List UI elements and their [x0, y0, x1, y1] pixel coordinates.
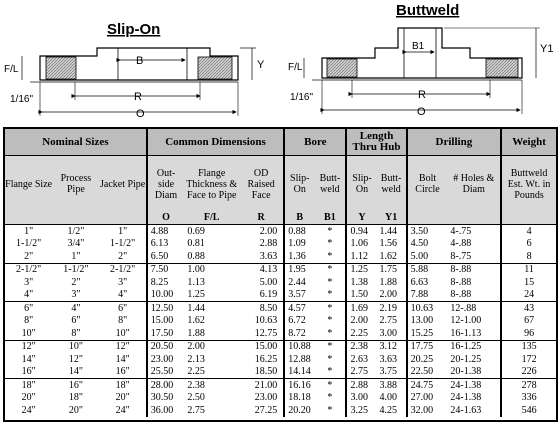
table-row — [5, 289, 556, 302]
table-cell: 1-1/2" — [110, 238, 136, 250]
table-cell: 2.75 — [187, 404, 205, 416]
table-cell: 3.63 — [259, 250, 278, 262]
column-header: Jacket Pipe — [100, 156, 147, 213]
table-cell: 1" — [71, 250, 81, 262]
column-symbol: O — [147, 212, 185, 225]
table-cell: 2.19 — [377, 302, 407, 315]
table-cell: 10.63 — [407, 302, 448, 315]
table-cell: 5.00 — [259, 276, 278, 288]
table-cell: 18" — [5, 379, 52, 392]
table-cell: 4.50 — [407, 238, 448, 251]
column-header: Out- side Diam — [147, 156, 185, 213]
buttweld-label-o: O — [417, 106, 426, 118]
table-cell: * — [314, 379, 346, 392]
buttweld-label-b1: B1 — [412, 41, 425, 52]
table-cell: 2.00 — [379, 289, 398, 301]
column-header: OD Raised Face — [239, 156, 284, 213]
table-row — [5, 340, 556, 353]
table-cell: 2.50 — [187, 392, 205, 404]
column-symbol: Y — [346, 212, 376, 225]
table-cell: 1.75 — [377, 263, 407, 276]
table-cell: 336 — [501, 392, 556, 405]
table-cell: 67 — [501, 315, 556, 328]
table-cell: 20" — [68, 404, 83, 416]
table-cell: 3.50 — [407, 225, 448, 238]
table-cell: * — [314, 263, 346, 276]
table-cell: 1.88 — [379, 276, 398, 288]
table-cell: 25.50 — [147, 366, 185, 379]
buttweld-label-y1: Y1 — [540, 43, 554, 55]
column-symbol: B1 — [314, 212, 346, 225]
table-cell: 13.00 — [407, 315, 448, 328]
table-cell: 24 — [501, 289, 556, 302]
table-cell: 1" — [118, 225, 128, 237]
table-cell: 10" — [115, 327, 130, 339]
table-cell: 3.25 — [346, 404, 376, 417]
table-cell: 4.88 — [147, 225, 185, 238]
column-symbol — [100, 212, 147, 225]
group-bore: Bore — [284, 129, 346, 156]
table-cell: 27.25 — [254, 404, 278, 416]
table-cell: 1" — [24, 225, 34, 237]
table-cell: 12-1.00 — [450, 315, 482, 327]
table-cell: 2" — [118, 250, 128, 262]
table-cell: 1.44 — [379, 225, 398, 237]
table-cell: * — [327, 225, 333, 237]
table-cell: 2" — [24, 250, 34, 262]
table-cell: 3" — [24, 276, 34, 288]
table-cell: 4.13 — [239, 263, 284, 276]
column-header: Bolt Circle — [407, 156, 448, 213]
column-symbol — [52, 212, 99, 225]
table-cell: 4" — [24, 289, 34, 301]
column-header: Slip- On — [284, 156, 314, 213]
table-cell: 546 — [501, 404, 556, 417]
table-cell: 2.00 — [346, 315, 376, 328]
column-symbol: R — [239, 212, 284, 225]
table-cell: 16-1.25 — [447, 340, 501, 353]
table-cell: * — [327, 315, 333, 327]
table-cell: 16" — [115, 366, 130, 378]
table-row — [5, 225, 556, 238]
table-cell: 20" — [115, 392, 130, 404]
table-cell: 4-.75 — [450, 225, 472, 237]
table-row — [5, 315, 556, 328]
table-cell: 30.50 — [147, 392, 185, 405]
table-cell: 6.19 — [259, 289, 278, 301]
table-cell: 8" — [24, 315, 34, 327]
table-cell: 172 — [501, 353, 556, 366]
table-cell: * — [327, 250, 333, 262]
table-cell: 6" — [71, 315, 81, 327]
table-cell: 12.50 — [147, 302, 185, 315]
table-cell: 1/2" — [67, 225, 85, 237]
table-cell: 2.88 — [259, 238, 278, 250]
column-header: Buttweld Est. Wt. in Pounds — [501, 156, 556, 213]
table-cell: 0.94 — [346, 225, 376, 238]
table-cell: 2.25 — [187, 366, 205, 378]
table-cell: 27.00 — [407, 392, 448, 405]
table-cell: 1.13 — [187, 276, 205, 288]
table-cell: 2.38 — [346, 340, 376, 353]
table-cell: 8 — [501, 250, 556, 263]
table-cell: 43 — [501, 302, 556, 315]
column-header: Butt- weld — [314, 156, 346, 213]
table-cell: 1.06 — [346, 238, 376, 251]
table-cell: 12.75 — [254, 327, 278, 339]
column-header: Slip- On — [346, 156, 376, 213]
table-cell: 8.72 — [284, 327, 314, 340]
table-cell: 18.50 — [254, 366, 278, 378]
table-cell: 4.57 — [284, 302, 314, 315]
table-cell: * — [314, 302, 346, 315]
table-cell: 16" — [21, 366, 36, 378]
column-header: # Holes & Diam — [447, 156, 501, 213]
table-cell: 6.72 — [284, 315, 314, 328]
table-cell: 20.50 — [147, 340, 185, 353]
table-cell: 2.75 — [346, 366, 376, 379]
table-cell: 16.25 — [254, 353, 278, 365]
table-cell: 1-1/2" — [16, 238, 42, 250]
table-cell: 1-1/2" — [52, 263, 99, 276]
table-cell: 96 — [501, 327, 556, 340]
buttweld-drawing — [288, 2, 553, 118]
column-header: Flange Size — [5, 156, 52, 213]
column-symbol — [501, 212, 556, 225]
table-cell: 1.95 — [284, 263, 314, 276]
table-cell: 24" — [115, 404, 130, 416]
table-cell: 2.63 — [346, 353, 376, 366]
table-cell: 17.75 — [407, 340, 448, 353]
table-cell: 10.00 — [147, 289, 185, 302]
table-row — [5, 302, 556, 315]
table-cell: 8-.88 — [447, 263, 501, 276]
table-cell: 3.57 — [284, 289, 314, 302]
table-cell: * — [327, 289, 333, 301]
table-cell: 1.36 — [284, 250, 314, 263]
table-cell: 18.18 — [284, 392, 314, 405]
table-row — [5, 379, 556, 392]
table-cell: 2" — [71, 276, 81, 288]
table-cell: 24-1.38 — [450, 392, 482, 404]
table-cell: 2-1/2" — [100, 263, 147, 276]
table-cell: 12" — [5, 340, 52, 353]
table-row — [5, 353, 556, 366]
column-symbol — [407, 212, 448, 225]
table-cell: 6.13 — [147, 238, 185, 251]
table-row — [5, 327, 556, 340]
table-cell: 20.20 — [284, 404, 314, 417]
table-cell: 10.63 — [254, 315, 278, 327]
table-cell: 24" — [21, 404, 36, 416]
group-nominal-sizes: Nominal Sizes — [5, 129, 147, 156]
table-cell: 226 — [501, 366, 556, 379]
table-cell: 8-.75 — [450, 250, 472, 262]
flange-dimension-table — [3, 127, 558, 422]
table-row — [5, 250, 556, 263]
table-row — [5, 276, 556, 289]
table-cell: 1.56 — [379, 238, 398, 250]
table-cell: 3.00 — [346, 392, 376, 405]
table-cell: 8" — [71, 327, 81, 339]
table-cell: 1.88 — [187, 327, 205, 339]
table-cell: 4" — [52, 302, 99, 315]
table-row — [5, 392, 556, 405]
column-symbol: Y1 — [377, 212, 407, 225]
table-cell: 8-.88 — [450, 289, 472, 301]
table-cell: 10" — [21, 327, 36, 339]
slip-on-label-r: R — [134, 91, 142, 103]
table-cell: 16" — [52, 379, 99, 392]
group-common-dimensions: Common Dimensions — [147, 129, 284, 156]
table-cell: 6" — [5, 302, 52, 315]
slip-on-label-sixteenth: 1/16" — [10, 94, 34, 105]
table-cell: 1.38 — [346, 276, 376, 289]
table-cell: 1.50 — [346, 289, 376, 302]
column-header: Butt- weld — [377, 156, 407, 213]
slip-on-label-y: Y — [257, 59, 265, 71]
table-cell: 1.09 — [284, 238, 314, 251]
table-cell: 12" — [100, 340, 147, 353]
buttweld-label-fl: F/L — [288, 62, 303, 73]
table-cell: 12-.88 — [447, 302, 501, 315]
table-cell: 1.25 — [187, 289, 205, 301]
table-cell: 0.88 — [187, 250, 205, 262]
flange-drawings — [0, 0, 560, 126]
slip-on-drawing — [4, 21, 265, 120]
table-cell: 24.75 — [407, 379, 448, 392]
table-cell: 2.75 — [379, 315, 398, 327]
table-cell: 6" — [100, 302, 147, 315]
slip-on-label-fl: F/L — [4, 64, 19, 75]
table-row — [5, 263, 556, 276]
table-cell: 8-.88 — [450, 276, 472, 288]
table-cell: 3.00 — [379, 327, 398, 339]
table-cell: 2.44 — [284, 276, 314, 289]
table-cell: 2.38 — [184, 379, 239, 392]
table-cell: 2.13 — [187, 353, 205, 365]
table-row — [5, 404, 556, 417]
table-cell: 23.00 — [254, 392, 278, 404]
table-cell: 6.50 — [147, 250, 185, 263]
table-cell: 24-1.38 — [447, 379, 501, 392]
table-cell: 4.00 — [379, 392, 398, 404]
table-cell: 5.00 — [407, 250, 448, 263]
table-cell: 20" — [21, 392, 36, 404]
table-cell: 3.12 — [377, 340, 407, 353]
table-cell: 4-.88 — [450, 238, 472, 250]
table-cell: 3.63 — [379, 353, 398, 365]
table-cell: 21.00 — [239, 379, 284, 392]
table-cell: 16-1.13 — [450, 327, 482, 339]
table-row — [5, 238, 556, 251]
group-drilling: Drilling — [407, 129, 502, 156]
table-cell: 2.00 — [184, 340, 239, 353]
table-cell: 1.12 — [346, 250, 376, 263]
table-cell: 15.00 — [147, 315, 185, 328]
table-cell: 2-1/2" — [5, 263, 52, 276]
table-cell: 12" — [68, 353, 83, 365]
table-cell: 16.16 — [284, 379, 314, 392]
table-cell: 4.25 — [379, 404, 398, 416]
table-cell: 2.25 — [346, 327, 376, 340]
table-cell: 28.00 — [147, 379, 185, 392]
table-cell: 23.00 — [147, 353, 185, 366]
table-cell: 0.81 — [187, 238, 205, 250]
table-cell: 1.25 — [346, 263, 376, 276]
table-cell: 2.88 — [346, 379, 376, 392]
column-header: Flange Thickness & Face to Pipe — [184, 156, 239, 213]
group-length-thru-hub: Length Thru Hub — [346, 129, 406, 156]
table-cell: 6.63 — [407, 276, 448, 289]
table-cell: 1.69 — [346, 302, 376, 315]
table-cell: 10" — [52, 340, 99, 353]
table-cell: 17.50 — [147, 327, 185, 340]
table-cell: 6 — [501, 238, 556, 251]
column-symbol: B — [284, 212, 314, 225]
table-cell: 8" — [118, 315, 128, 327]
table-cell: 3/4" — [67, 238, 85, 250]
table-cell: 7.88 — [407, 289, 448, 302]
table-cell: 2.00 — [259, 225, 278, 237]
table-cell: 24-1.63 — [450, 404, 482, 416]
table-cell: * — [327, 238, 333, 250]
table-cell: 5.88 — [407, 263, 448, 276]
table-cell: * — [327, 404, 333, 416]
table-cell: 14.14 — [284, 366, 314, 379]
table-cell: * — [327, 276, 333, 288]
slip-on-title: Slip-On — [107, 21, 161, 38]
table-cell: 1.00 — [184, 263, 239, 276]
table-cell: 0.88 — [284, 225, 314, 238]
table-cell: 10.88 — [284, 340, 314, 353]
table-cell: 4 — [501, 225, 556, 238]
table-cell: 1.44 — [184, 302, 239, 315]
buttweld-label-sixteenth: 1/16" — [290, 92, 314, 103]
table-cell: 4" — [118, 289, 128, 301]
buttweld-label-r: R — [418, 89, 426, 101]
table-cell: * — [314, 340, 346, 353]
table-cell: 0.69 — [187, 225, 205, 237]
table-cell: 3.88 — [377, 379, 407, 392]
table-cell: 14" — [115, 353, 130, 365]
table-cell: 3.75 — [379, 366, 398, 378]
table-cell: 1.62 — [187, 315, 205, 327]
table-cell: 3" — [118, 276, 128, 288]
table-cell: 15.00 — [239, 340, 284, 353]
table-cell: 20-1.25 — [450, 353, 482, 365]
buttweld-title: Buttweld — [396, 2, 460, 19]
table-cell: 18" — [68, 392, 83, 404]
table-row — [5, 366, 556, 379]
table-cell: 135 — [501, 340, 556, 353]
table-cell: 14" — [68, 366, 83, 378]
table-cell: 1.62 — [379, 250, 398, 262]
table-cell: 18" — [100, 379, 147, 392]
column-symbol — [447, 212, 501, 225]
table-cell: 15 — [501, 276, 556, 289]
table-cell: 8.25 — [147, 276, 185, 289]
table-cell: 14" — [21, 353, 36, 365]
table-cell: 36.00 — [147, 404, 185, 417]
column-header: Process Pipe — [52, 156, 99, 213]
table-cell: 22.50 — [407, 366, 448, 379]
table-cell: 3" — [71, 289, 81, 301]
slip-on-label-o: O — [136, 108, 145, 120]
table-cell: * — [327, 392, 333, 404]
table-cell: * — [327, 327, 333, 339]
table-cell: * — [327, 366, 333, 378]
table-cell: 15.25 — [407, 327, 448, 340]
table-cell: 20-1.38 — [450, 366, 482, 378]
table-cell: * — [327, 353, 333, 365]
table-cell: 12.88 — [284, 353, 314, 366]
column-symbol: F/L — [184, 212, 239, 225]
group-weight: Weight — [501, 129, 556, 156]
table-cell: 20.25 — [407, 353, 448, 366]
table-cell: 11 — [501, 263, 556, 276]
column-symbol — [5, 212, 52, 225]
table-cell: 8.50 — [239, 302, 284, 315]
table-cell: 32.00 — [407, 404, 448, 417]
table-cell: 278 — [501, 379, 556, 392]
slip-on-label-b: B — [136, 55, 144, 67]
table-cell: 7.50 — [147, 263, 185, 276]
